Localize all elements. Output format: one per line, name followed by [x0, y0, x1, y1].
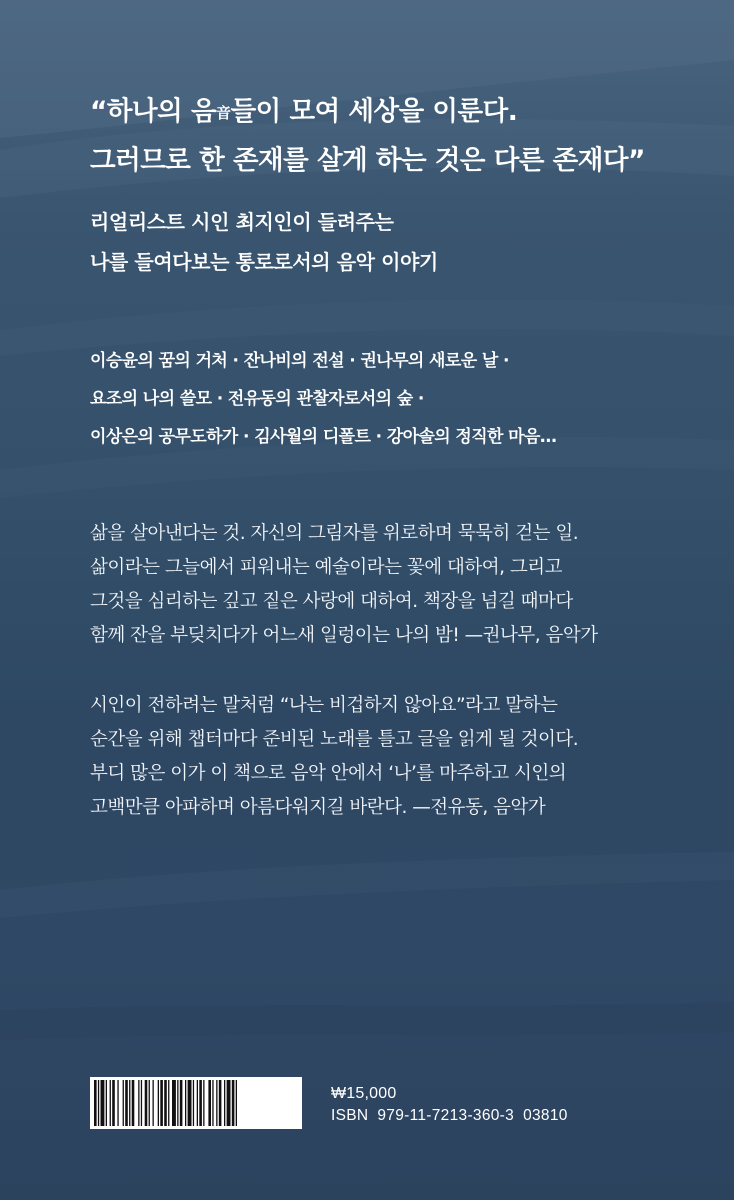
subtitle-line: 리얼리스트 시인 최지인이 들려주는 — [90, 210, 394, 234]
blurb-line: 삶을 살아낸다는 것. 자신의 그림자를 위로하며 묵묵히 걷는 일. — [90, 523, 579, 544]
barcode-bar — [219, 1080, 222, 1126]
barcode-bar — [164, 1080, 167, 1126]
headline-quote — [90, 88, 645, 185]
blurb-line: 고백만큼 아파하며 아름다워지길 바란다. —전유동, 음악가 — [90, 797, 546, 818]
contents-list — [90, 342, 556, 456]
blurb-line: 시인이 전하려는 말처럼 “나는 비겁하지 않아요”라고 말하는 — [90, 695, 558, 716]
price: ₩15,000 — [331, 1085, 397, 1102]
barcode-bar — [180, 1080, 183, 1126]
isbn-label: ISBN — [331, 1107, 369, 1124]
quote-line-2: 그러므로 한 존재를 살게 하는 것은 다른 존재다” — [90, 145, 645, 176]
barcode-bar — [141, 1080, 142, 1126]
blurb-line: 함께 잔을 부딪치다가 어느새 일렁이는 나의 밤! —권나무, 음악가 — [90, 625, 598, 646]
isbn-line — [331, 1104, 577, 1128]
barcode-bar — [112, 1080, 115, 1126]
barcode-bar — [101, 1080, 105, 1126]
subtitle — [90, 202, 438, 282]
subtitle-line: 나를 들여다보는 통로로서의 음악 이야기 — [90, 250, 438, 274]
isbn-number: 979-11-7213-360-3 — [377, 1107, 515, 1124]
barcode-bar — [216, 1080, 217, 1126]
barcode-bar — [227, 1080, 231, 1126]
barcode-bar — [188, 1080, 192, 1126]
contents-line: 요조의 나의 쓸모 · 전유동의 관찰자로서의 숲 · — [90, 389, 424, 409]
contents-line: 이상은의 공무도하가 · 김사월의 디폴트 · 강아솔의 정직한 마음… — [90, 427, 557, 447]
barcode-bar — [168, 1080, 169, 1126]
isbn-addon: 03810 — [523, 1107, 568, 1124]
barcode-bar — [153, 1080, 154, 1126]
barcode-bar — [125, 1080, 128, 1126]
blurb-line: 순간을 위해 챕터마다 준비된 노래를 틀고 글을 읽게 될 것이다. — [90, 729, 579, 750]
barcode-bar — [185, 1080, 186, 1126]
barcode-bar — [149, 1080, 150, 1126]
barcode-bar — [199, 1080, 202, 1126]
barcode-bar — [138, 1080, 139, 1126]
quote-line-1: “하나의 음音들이 모여 세상을 이룬다. — [90, 96, 518, 127]
contents-line: 이승윤의 꿈의 거처 · 잔나비의 전설 · 권나무의 새로운 날 · — [90, 351, 509, 371]
blurb-line: 그것을 심리하는 깊고 짙은 사랑에 대하여. 책장을 넘길 때마다 — [90, 591, 573, 612]
barcode-bar — [123, 1080, 124, 1126]
barcode-bar — [208, 1080, 211, 1126]
isbn-barcode — [90, 1077, 302, 1129]
barcode-bar — [145, 1080, 148, 1126]
barcode-bar — [212, 1080, 213, 1126]
barcode-bar — [117, 1080, 118, 1126]
quote-hanja: 音 — [216, 104, 231, 122]
barcode-bar — [177, 1080, 178, 1126]
barcode-bar — [98, 1080, 99, 1126]
blurb-line: 삶이라는 그늘에서 피워내는 예술이라는 꽃에 대하여, 그리고 — [90, 557, 562, 578]
barcode-bar — [236, 1080, 237, 1126]
barcode-bar — [203, 1080, 204, 1126]
barcode-bar — [224, 1080, 225, 1126]
barcode-bar — [129, 1080, 130, 1126]
blurb-kwon-namu — [90, 517, 598, 653]
barcode-bar — [160, 1080, 163, 1126]
blurb-jeon-yoodong — [90, 689, 578, 825]
barcode-bar — [197, 1080, 198, 1126]
blurb-line: 부디 많은 이가 이 책으로 음악 안에서 ‘나’를 마주하고 시인의 — [90, 763, 567, 784]
barcode-bar — [110, 1080, 111, 1126]
barcode-bars — [90, 1077, 302, 1129]
barcode-bar — [106, 1080, 107, 1126]
barcode-bar — [158, 1080, 159, 1126]
barcode-bar — [94, 1080, 97, 1126]
barcode-bar — [172, 1080, 176, 1126]
barcode-bar — [193, 1080, 194, 1126]
barcode-bar — [232, 1080, 235, 1126]
barcode-bar — [132, 1080, 135, 1126]
